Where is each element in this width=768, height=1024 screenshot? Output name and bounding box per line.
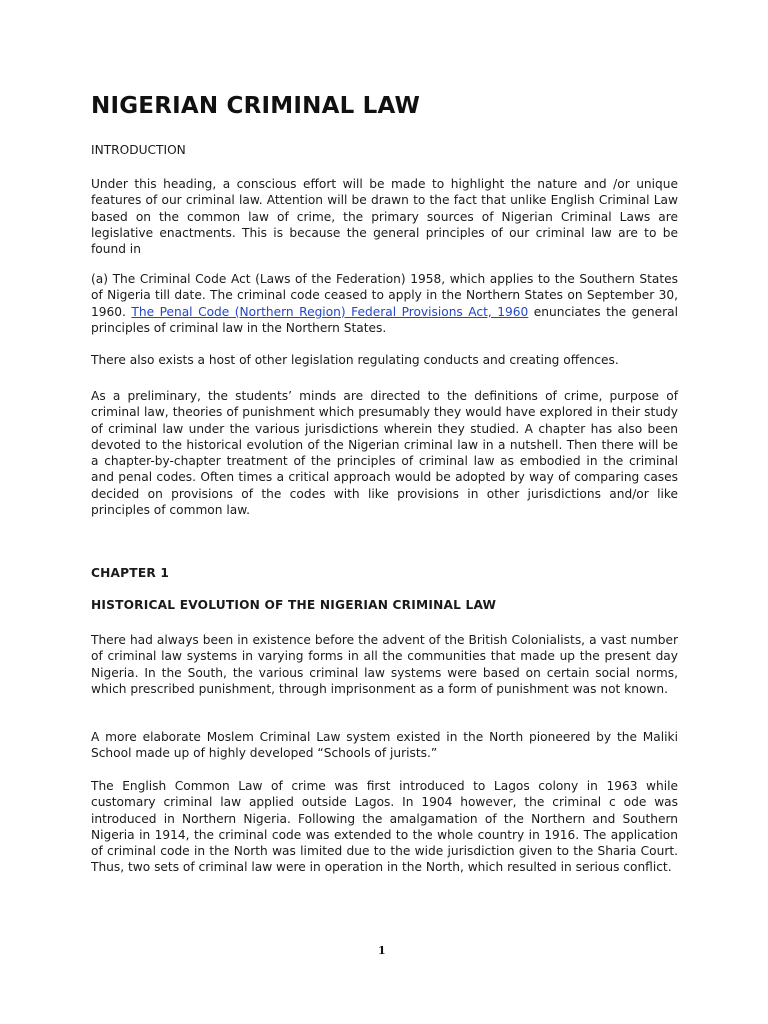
other-legislation-paragraph: There also exists a host of other legislation regulating conducts and creating offences. — [91, 353, 619, 367]
history-paragraph-1: There had always been in existence before the advent of the British Colonialists, a vast number of criminal law systems in varying forms in all the communities that made up the present day Nigeria. In the South, the various criminal law systems were based on certain social norms, which prescribed punishment, through imprisonment as a form of punishment was not known. — [91, 633, 678, 696]
chapter-title: HISTORICAL EVOLUTION OF THE NIGERIAN CRIMINAL LAW — [91, 598, 497, 612]
document-title: NIGERIAN CRIMINAL LAW — [91, 93, 421, 119]
penal-code-link[interactable]: The Penal Code (Northern Region) Federal Provisions Act, 1960 — [131, 304, 529, 319]
history-paragraph-2: A more elaborate Moslem Criminal Law system existed in the North pioneered by the Maliki School made up of highly developed “Schools of jurists.” — [91, 730, 678, 761]
intro-paragraph: Under this heading, a conscious effort will be made to highlight the nature and /or unique features of our criminal law. Attention will be drawn to the fact that unlike English Criminal Law based on the common law of crime, the primary sources of Nigerian Criminal Laws are legislative enactments. This is because the general principles of our criminal law are to be found in — [91, 177, 678, 257]
introduction-label: INTRODUCTION — [91, 143, 186, 157]
chapter-label: CHAPTER 1 — [91, 566, 170, 580]
preliminary-paragraph: As a preliminary, the students’ minds are directed to the definitions of crime, purpose of criminal law, theories of punishment which presumably they would have explored in their study of criminal law under the various jurisdictions wherein they studied. A chapter has also been devoted to the historical evolution of the Nigerian criminal law in a nutshell. Then there will be a chapter-by-chapter treatment of the principles of criminal law as embodied in the criminal and penal codes. Often times a critical approach would be adopted by way of comparing cases decided on provisions of the codes with like provisions in other jurisdictions and/or like principles of common law. — [91, 389, 678, 518]
criminal-code-text-end: enunciates the general principles of criminal law in the Northern States. — [91, 304, 678, 335]
page-number: 1 — [378, 944, 386, 957]
criminal-code-text: (a) The Criminal Code Act (Laws of the Federation) 1958, which applies to the Southern States of Nigeria till date. The criminal code ceased to apply in the Northern States on September 30, 1960. — [91, 272, 678, 319]
history-paragraph-3: The English Common Law of crime was first introduced to Lagos colony in 1963 while customary criminal law applied outside Lagos. In 1904 however, the criminal c ode was introduced in Northern Nigeria. Following the amalgamation of the Northern and Southern Nigeria in 1914, the criminal code was extended to the whole country in 1916. The application of criminal code in the North was limited due to the wide jurisdiction given to the Sharia Court. Thus, two sets of criminal law were in operation in the North, which resulted in serious conflict. — [91, 779, 678, 875]
criminal-code-paragraph — [91, 271, 678, 336]
